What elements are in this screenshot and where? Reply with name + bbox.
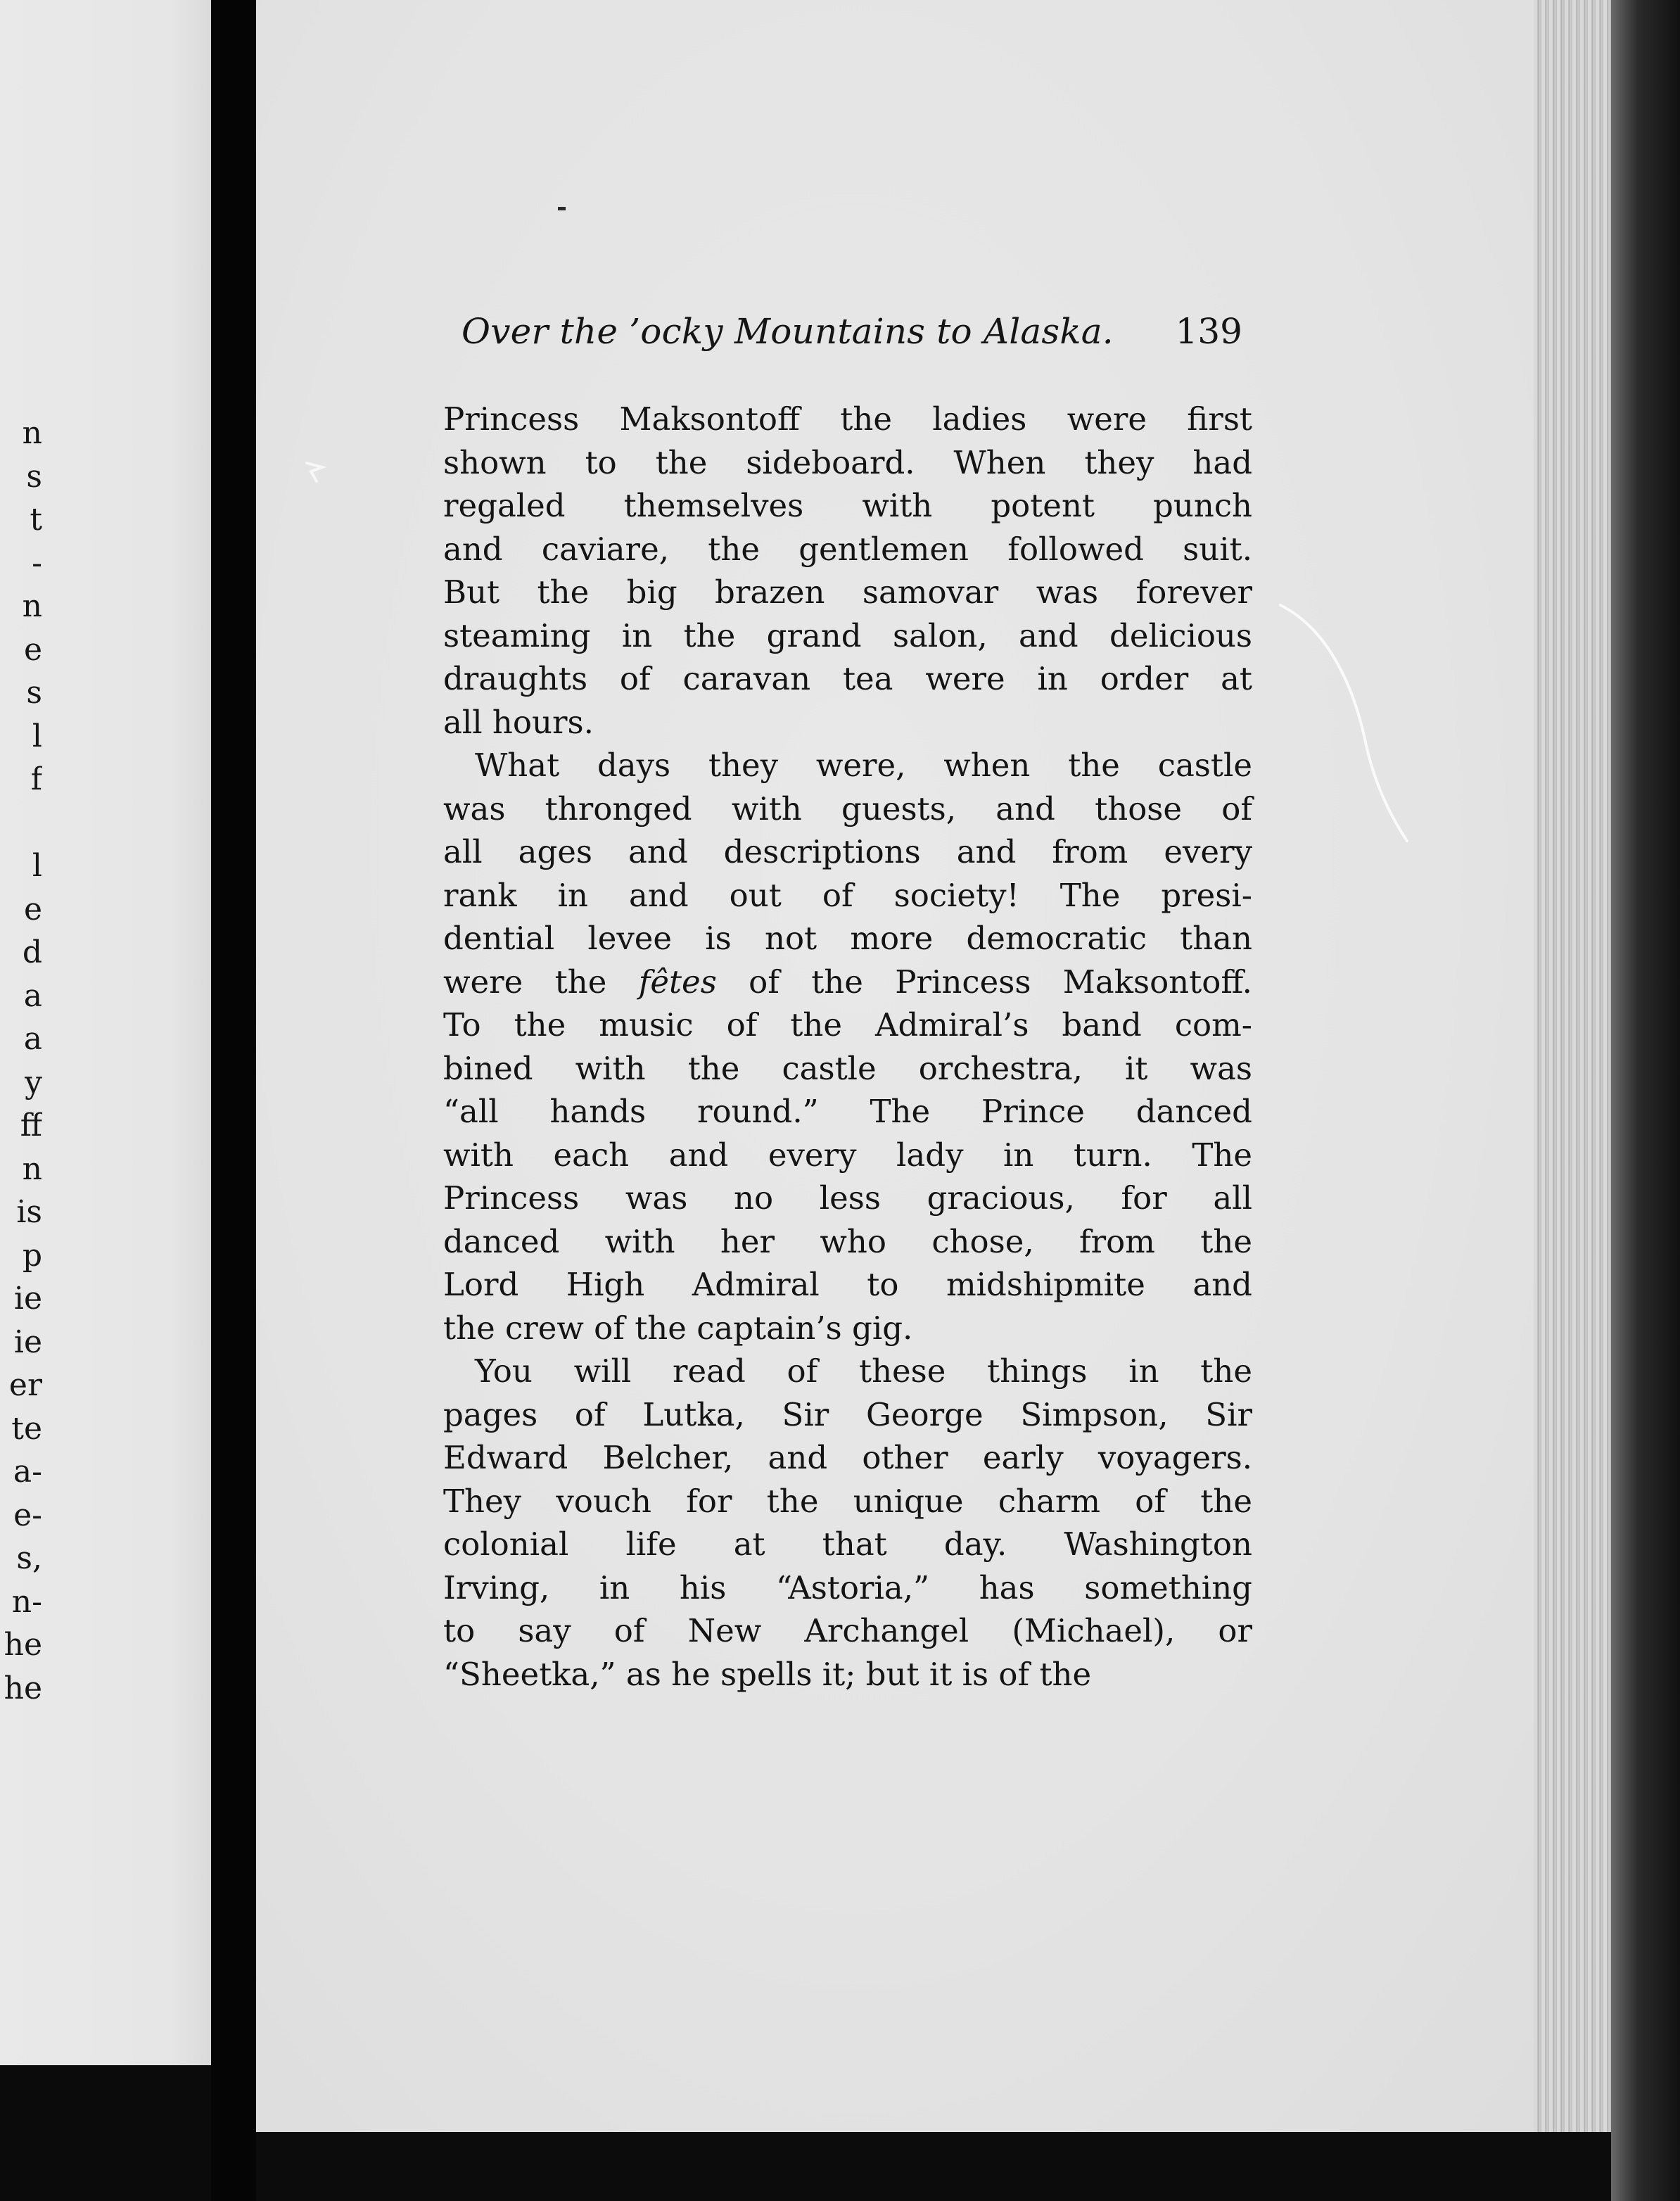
line-text: of the Princess Maksontoff. [716, 963, 1252, 1001]
left-page-fragment: a [23, 1021, 42, 1057]
left-page-fragment: t [30, 502, 42, 538]
left-page-fragment: l [32, 718, 42, 754]
paper-scratch [1273, 598, 1414, 851]
left-page-fragment: s [26, 458, 42, 495]
line-text: steaming in the grand salon, and delicious [443, 616, 1252, 654]
smudge-mark [301, 457, 329, 486]
text-line [443, 1090, 1252, 1134]
line-text: Princess was no less gracious, for all [443, 1179, 1252, 1217]
line-text: bined with the castle orchestra, it was [443, 1049, 1252, 1087]
page-edges [1534, 0, 1611, 2139]
left-page-fragment: a [23, 977, 42, 1014]
paragraph [443, 398, 1252, 744]
bottom-shadow [256, 2132, 1611, 2201]
line-text: draughts of caravan tea were in order at [443, 660, 1252, 697]
line-text: “all hands round.” The Prince danced [443, 1093, 1252, 1130]
book-gutter [211, 0, 256, 2201]
left-page-fragment: he [4, 1627, 42, 1663]
text-line [443, 1480, 1252, 1523]
text-line [443, 657, 1252, 701]
text-line [443, 1653, 1252, 1696]
line-text: regaled themselves with potent punch [443, 487, 1252, 524]
line-text: rank in and out of society! The presi- [443, 876, 1252, 914]
line-text: were the [443, 963, 639, 1001]
left-page-fragment: n [22, 1150, 42, 1187]
text-line [443, 441, 1252, 485]
line-text: Irving, in his “Astoria,” has something [443, 1568, 1252, 1606]
left-page-fragment: e [23, 631, 42, 668]
line-text: was thronged with guests, and those of [443, 789, 1252, 827]
line-text: all ages and descriptions and from every [443, 833, 1252, 870]
left-page-text-fragments [0, 412, 42, 1710]
line-text: shown to the sideboard. When they had [443, 443, 1252, 481]
line-text: But the big brazen samovar was forever [443, 573, 1252, 611]
left-page-fragment: ie [13, 1324, 42, 1360]
left-page-fragment: n [22, 415, 42, 451]
left-page-fragment: e [23, 891, 42, 927]
text-line [443, 571, 1252, 614]
text-line [443, 398, 1252, 441]
line-text: pages of Lutka, Sir George Simpson, Sir [443, 1395, 1252, 1433]
running-title: Over the ’ocky Mountains to Alaska. [462, 311, 1114, 352]
left-page-fragment: ff [20, 1108, 42, 1143]
text-line [443, 1609, 1252, 1653]
left-page-fragment: he [4, 1670, 42, 1706]
text-line [443, 1134, 1252, 1177]
left-page-fragment: l [32, 848, 42, 884]
line-text: Lord High Admiral to midshipmite and [443, 1266, 1252, 1303]
line-text: To the music of the Admiral’s band com- [443, 1006, 1252, 1044]
text-line [443, 1523, 1252, 1566]
left-page-fragment: n- [11, 1583, 42, 1620]
line-text: dential levee is not more democratic than [443, 920, 1252, 957]
left-page-fragment: is [16, 1194, 42, 1230]
left-page-fragment: te [11, 1410, 42, 1447]
page-edges-shadow [1611, 0, 1680, 2201]
italic-text: fêtes [638, 963, 717, 1001]
line-text: the crew of the captain’s gig. [443, 1309, 913, 1347]
text-line [443, 1307, 1252, 1350]
left-page-fragment: a- [13, 1454, 42, 1490]
text-line [443, 701, 1252, 744]
text-line [443, 614, 1252, 658]
running-head [462, 311, 1242, 360]
text-line [443, 917, 1252, 960]
left-page-fragment: - [32, 545, 42, 581]
left-page-fragment: er [8, 1367, 42, 1403]
left-page-fragment: s, [16, 1540, 42, 1576]
page-number: 139 [1175, 311, 1242, 352]
left-page-fragment: p [22, 1237, 42, 1274]
left-page-fragment: d [22, 934, 42, 970]
text-line [443, 1263, 1252, 1307]
text-line [443, 1350, 1252, 1393]
left-page-fragment: n [22, 588, 42, 624]
body-text [443, 398, 1252, 1696]
text-line [443, 787, 1252, 831]
left-facing-page [0, 0, 211, 2065]
line-text: What days they were, when the castle [443, 747, 1252, 784]
paragraph [443, 744, 1252, 1350]
text-line [443, 1436, 1252, 1480]
text-line [443, 744, 1252, 787]
left-page-fragment [0, 801, 42, 845]
text-line [443, 484, 1252, 528]
line-text: They vouch for the unique charm of the [443, 1482, 1252, 1520]
text-line [443, 528, 1252, 571]
text-line [443, 1566, 1252, 1610]
line-text: Edward Belcher, and other early voyagers. [443, 1439, 1252, 1476]
text-line [443, 830, 1252, 874]
line-text: colonial life at that day. Washington [443, 1526, 1252, 1563]
line-text: danced with her who chose, from the [443, 1222, 1252, 1260]
text-line [443, 1176, 1252, 1220]
line-text: “Sheetka,” as he spells it; but it is of the [443, 1655, 1092, 1693]
line-text: and caviare, the gentlemen followed suit. [443, 530, 1252, 568]
line-text: Princess Maksontoff the ladies were first [443, 400, 1252, 438]
left-page-fragment: f [30, 761, 42, 797]
line-text: all hours. [443, 703, 594, 741]
paragraph [443, 1350, 1252, 1696]
text-line [443, 1003, 1252, 1047]
text-line [443, 1047, 1252, 1091]
left-page-fragment: ie [13, 1281, 42, 1317]
left-page-fragment: s [26, 675, 42, 711]
text-line [443, 1220, 1252, 1264]
line-text: to say of New Archangel (Michael), or [443, 1612, 1252, 1649]
text-line [443, 874, 1252, 918]
line-text: with each and every lady in turn. The [443, 1136, 1252, 1174]
line-text: You will read of these things in the [443, 1352, 1252, 1390]
text-line [443, 1393, 1252, 1437]
text-line [443, 960, 1252, 1004]
left-page-fragment: e- [13, 1497, 42, 1533]
left-page-fragment: y [25, 1064, 42, 1100]
print-mark [558, 207, 566, 210]
